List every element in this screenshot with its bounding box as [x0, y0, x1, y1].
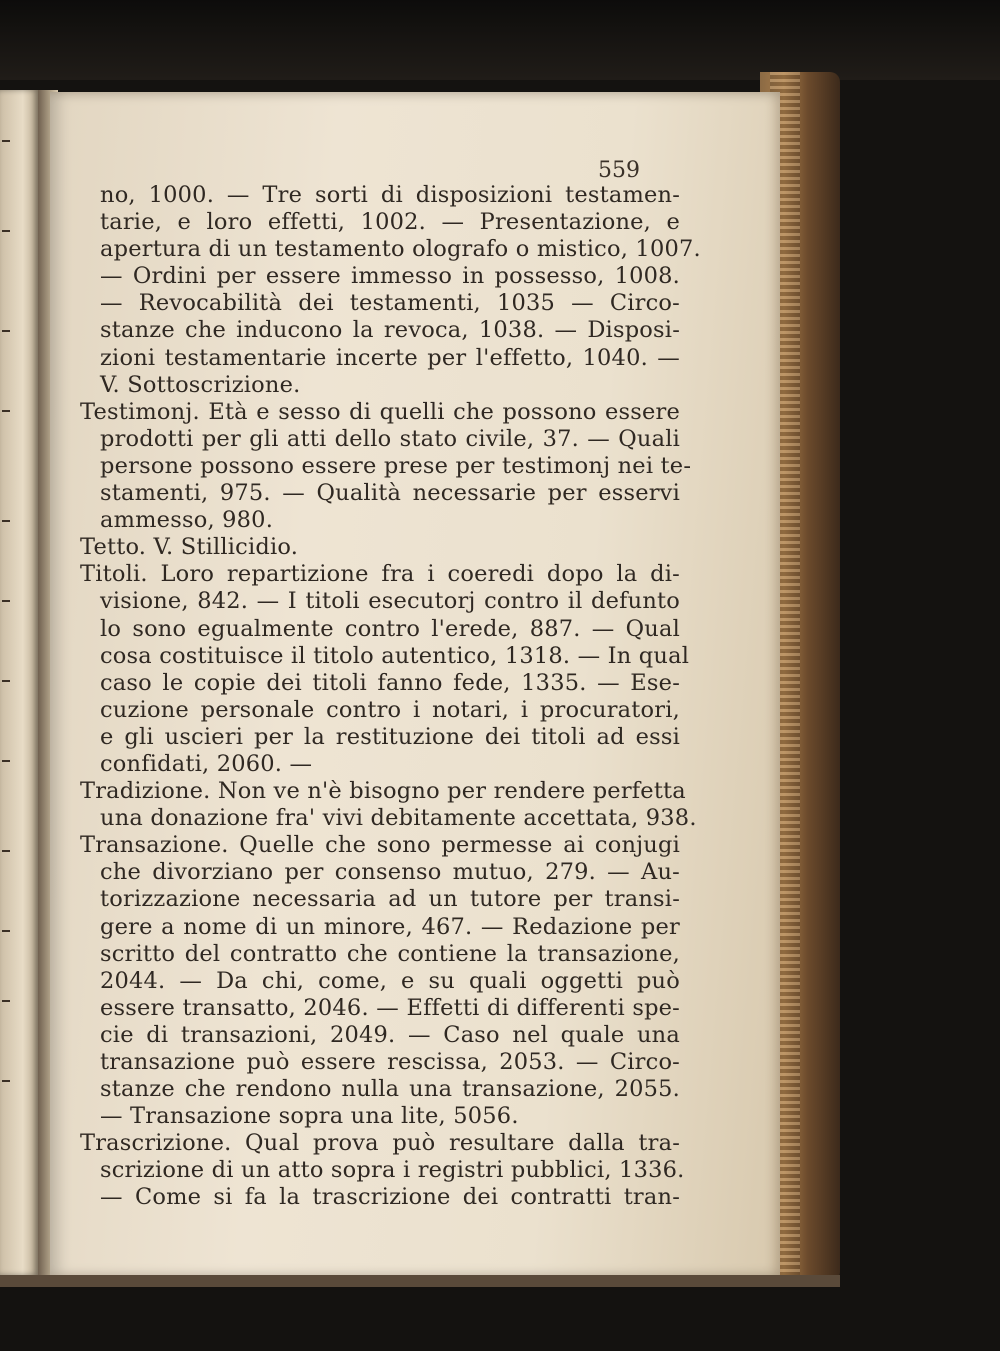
- text-line: Tetto. V. Stillicidio.: [80, 534, 299, 561]
- text-line: e gli uscieri per la restituzione dei titoli ad essi: [100, 723, 680, 750]
- facing-page-mark: [2, 850, 10, 852]
- facing-page-mark: [2, 1080, 10, 1082]
- facing-page-mark: [2, 230, 10, 232]
- background-top: [0, 0, 1000, 80]
- text-line: stamenti, 975. — Qualità necessarie per esservi: [100, 480, 680, 507]
- text-line: cosa costituisce il titolo autentico, 1318. — In qual: [100, 642, 690, 669]
- text-line: Trascrizione. Qual prova può resultare dalla tra-: [80, 1130, 680, 1157]
- text-line: stanze che inducono la revoca, 1038. — Disposi-: [100, 317, 680, 344]
- text-line: confidati, 2060. —: [100, 750, 313, 777]
- facing-page-edge: [0, 90, 38, 1275]
- facing-page-mark: [2, 930, 10, 932]
- text-line: caso le copie dei titoli fanno fede, 1335. — Ese-: [100, 669, 680, 696]
- page-number: 559: [598, 158, 640, 183]
- text-line: cie di transazioni, 2049. — Caso nel quale una: [100, 1021, 680, 1048]
- text-line: — Revocabilità dei testamenti, 1035 — Circo-: [100, 290, 680, 317]
- text-line: zioni testamentarie incerte per l'effetto, 1040. —: [100, 344, 680, 371]
- text-line: — Ordini per essere immesso in possesso, 1008.: [100, 263, 680, 290]
- facing-page-mark: [2, 520, 10, 522]
- text-line: 2044. — Da chi, come, e su quali oggetti può: [100, 967, 680, 994]
- text-line: lo sono egualmente contro l'erede, 887. — Qual: [100, 615, 680, 642]
- facing-page-mark: [2, 140, 10, 142]
- text-line: Testimonj. Età e sesso di quelli che possono essere: [80, 398, 680, 425]
- text-line: torizzazione necessaria ad un tutore per transi-: [100, 886, 680, 913]
- text-line: scritto del contratto che contiene la transazione,: [100, 940, 680, 967]
- text-line: Transazione. Quelle che sono permesse ai conjugi: [80, 832, 680, 859]
- text-line: — Transazione sopra una lite, 5056.: [100, 1103, 519, 1130]
- facing-page-mark: [2, 600, 10, 602]
- text-line: Titoli. Loro repartizione fra i coeredi dopo la di-: [80, 561, 680, 588]
- text-line: tarie, e loro effetti, 1002. — Presentazione, e: [100, 209, 680, 236]
- text-line: Tradizione. Non ve n'è bisogno per rendere perfetta: [80, 778, 686, 805]
- text-line: scrizione di un atto sopra i registri pubblici, 1336.: [100, 1157, 685, 1184]
- text-line: stanze che rendono nulla una transazione, 2055.: [100, 1076, 680, 1103]
- facing-page-mark: [2, 1000, 10, 1002]
- facing-page-mark: [2, 410, 10, 412]
- text-line: apertura di un testamento olografo o mistico, 1007.: [100, 236, 701, 263]
- facing-page-mark: [2, 680, 10, 682]
- text-line: visione, 842. — I titoli esecutorj contro il defunto: [100, 588, 680, 615]
- index-text: [80, 182, 701, 1212]
- page-bottom-edge: [0, 1275, 840, 1287]
- text-line: una donazione fra' vivi debitamente accettata, 938.: [100, 805, 697, 832]
- text-line: essere transatto, 2046. — Effetti di differenti spe-: [100, 994, 680, 1021]
- text-line: cuzione personale contro i notari, i procuratori,: [100, 696, 680, 723]
- text-line: — Come si fa la trascrizione dei contratti tran-: [100, 1184, 680, 1211]
- text-line: ammesso, 980.: [100, 507, 274, 534]
- text-line: V. Sottoscrizione.: [100, 371, 301, 398]
- text-line: che divorziano per consenso mutuo, 279. — Au-: [100, 859, 680, 886]
- text-line: persone possono essere prese per testimonj nei te-: [100, 452, 692, 479]
- text-line: prodotti per gli atti dello stato civile, 37. — Quali: [100, 425, 680, 452]
- facing-page-mark: [2, 760, 10, 762]
- text-line: gere a nome di un minore, 467. — Redazione per: [100, 913, 680, 940]
- facing-page-mark: [2, 330, 10, 332]
- text-line: no, 1000. — Tre sorti di disposizioni testamen-: [100, 182, 680, 208]
- text-line: transazione può essere rescissa, 2053. — Circo-: [100, 1049, 680, 1075]
